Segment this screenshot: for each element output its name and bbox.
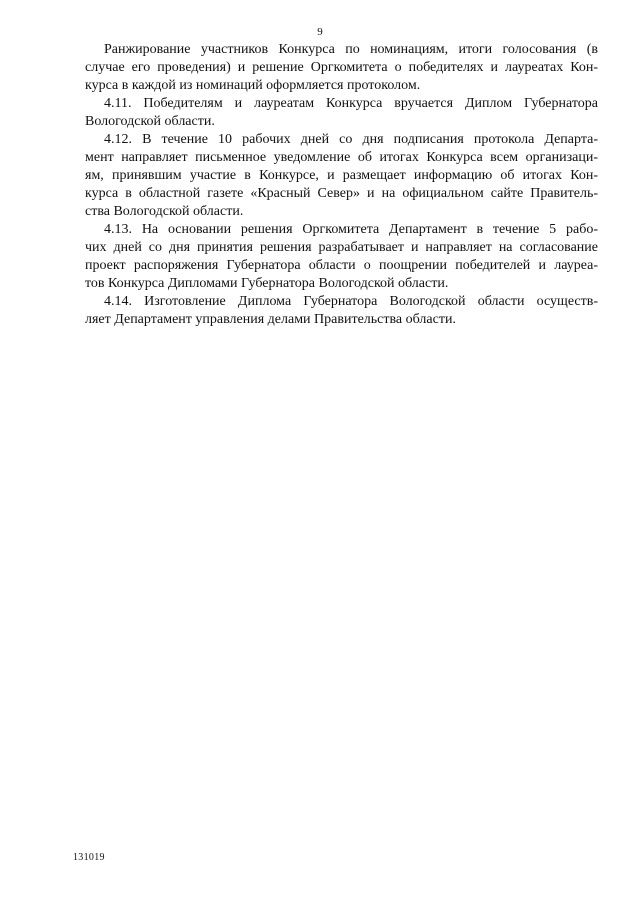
text-line: 4.13. На основании решения Оргкомитета Департамент в течение 5 рабо-: [104, 222, 598, 237]
text-line: 4.14. Изготовление Диплома Губернатора Вологодской области осуществ-: [104, 294, 598, 309]
paragraph-4-13: [85, 221, 598, 293]
text-line: чих дней со дня принятия решения разрабатывает и направляет на согласование: [85, 240, 598, 255]
text-line: курса в каждой из номинаций оформляется протоколом.: [85, 78, 421, 93]
text-line: курса в областной газете «Красный Север» и на официальном сайте Правитель-: [85, 186, 598, 201]
paragraph-4-12: [85, 131, 598, 221]
text-line: тов Конкурса Дипломами Губернатора Вологодской области.: [85, 276, 449, 291]
text-line: 4.11. Победителям и лауреатам Конкурса вручается Диплом Губернатора: [104, 96, 598, 111]
page-number: 9: [317, 26, 323, 38]
text-line: случае его проведения) и решение Оргкомитета о победителях и лауреатах Кон-: [85, 60, 598, 75]
text-line: Ранжирование участников Конкурса по номинациям, итоги голосования (в: [104, 42, 598, 57]
paragraph-ranking: [85, 41, 598, 95]
text-line: ляет Департамент управления делами Правительства области.: [85, 312, 456, 327]
text-line: Вологодской области.: [85, 114, 215, 129]
document-code: 131019: [73, 852, 105, 863]
text-line: ям, принявшим участие в Конкурсе, и размещает информацию об итогах Кон-: [85, 168, 598, 183]
text-line: ства Вологодской области.: [85, 204, 244, 219]
paragraph-4-11: [85, 95, 598, 131]
text-line: мент направляет письменное уведомление об итогах Конкурса всем организаци-: [85, 150, 598, 165]
document-body: [85, 41, 598, 329]
paragraph-4-14: [85, 293, 598, 329]
text-line: 4.12. В течение 10 рабочих дней со дня подписания протокола Департа-: [104, 132, 598, 147]
text-line: проект распоряжения Губернатора области о поощрении победителей и лауреа-: [85, 258, 598, 273]
